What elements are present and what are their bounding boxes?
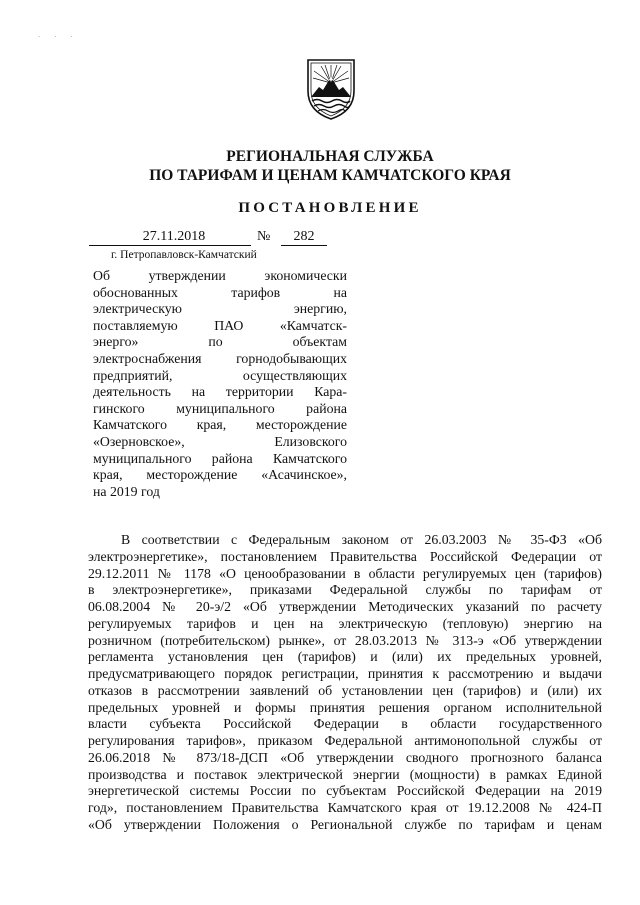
body-line: производства и поставок электрической энергии (мощности) в рамках Единой	[88, 766, 602, 782]
kamchatka-coat-of-arms-icon	[305, 57, 357, 121]
subject-line: поставляемую ПАО «Камчатск-	[93, 317, 347, 333]
body-line: в электроэнергетике», приказами Федеральной службы по тарифам от	[88, 582, 602, 598]
decree-date: 27.11.2018	[89, 229, 251, 246]
subject-line: Об утверждении экономически	[93, 268, 347, 283]
subject-line: энерго» по объектам	[93, 334, 347, 350]
body-line: регулирования тарифов», приказом Федеральной антимонопольной службы от	[88, 733, 602, 748]
decree-number: 282	[281, 229, 327, 246]
organization-name-line1: РЕГИОНАЛЬНАЯ СЛУЖБА	[226, 148, 434, 165]
body-line: предельных уровней и формы принятия решения органом исполнительной	[88, 699, 602, 715]
subject-line: Камчатского края, месторождение	[93, 417, 347, 433]
scan-specks: · · ·	[38, 33, 79, 41]
subject-line: муниципального района Камчатского	[93, 450, 347, 466]
body-line: 29.12.2011 № 1178 «О ценообразовании в области регулируемых цен (тарифов)	[88, 565, 602, 581]
body-line: регламента установления цен (тарифов) и (или) их предельных уровней,	[88, 649, 602, 665]
body-line: розничном (потребительском) рынке», от 28.03.2013 № 313-э «Об утверждении	[88, 632, 602, 648]
body-line: В соответствии с Федеральным законом от 26.03.2003 № 35-ФЗ «Об	[121, 532, 602, 547]
body-line: энергетической системы России по субъектам Российской Федерации на 2019	[88, 783, 602, 799]
subject-line: «Озерновское», Елизовского	[93, 433, 347, 449]
subject-line: деятельность на территории Кара-	[93, 384, 347, 400]
subject-line: на 2019 год	[93, 483, 160, 499]
body-line: год», постановлением Правительства Камчатского края от 19.12.2008 № 424-П	[88, 800, 602, 815]
subject-line: гинского муниципального района	[93, 400, 347, 416]
body-line: регулируемых тарифов и цен на электрическую (тепловую) энергию на	[88, 615, 602, 631]
city-name: г. Петропавловск-Камчатский	[111, 249, 257, 261]
body-line: 26.06.2018 № 873/18-ДСП «Об утверждении сводного прогнозного баланса	[88, 749, 602, 765]
organization-name-line2: ПО ТАРИФАМ И ЦЕНАМ КАМЧАТСКОГО КРАЯ	[149, 167, 511, 184]
decree-subject	[93, 268, 347, 500]
body-line: электроэнергетике», постановлением Правительства Российской Федерации от	[88, 548, 602, 564]
body-line: власти субъекта Российской Федерации в области государственного	[88, 716, 602, 732]
subject-line: электрическую энергию,	[93, 301, 347, 317]
body-line: отказов в рассмотрении заявлений об установлении цен (тарифов) и (или) их	[88, 682, 602, 698]
subject-line: электроснабжения горнодобывающих	[93, 350, 347, 366]
subject-line: обоснованных тарифов на	[93, 284, 347, 300]
body-line: 06.08.2004 № 20-э/2 «Об утверждении Методических указаний по расчету	[88, 599, 602, 614]
subject-line: предприятий, осуществляющих	[93, 367, 347, 383]
number-sign: №	[257, 229, 271, 244]
subject-line: края, месторождение «Асачинское»,	[93, 467, 347, 483]
body-line: предусматривающего порядок регистрации, принятия к рассмотрению и выдачи	[88, 666, 602, 681]
document-type-title: ПОСТАНОВЛЕНИЕ	[238, 200, 422, 216]
body-line: «Об утверждении Положения о Региональной службе по тарифам и ценам	[88, 816, 602, 832]
decree-body-text	[88, 532, 602, 834]
